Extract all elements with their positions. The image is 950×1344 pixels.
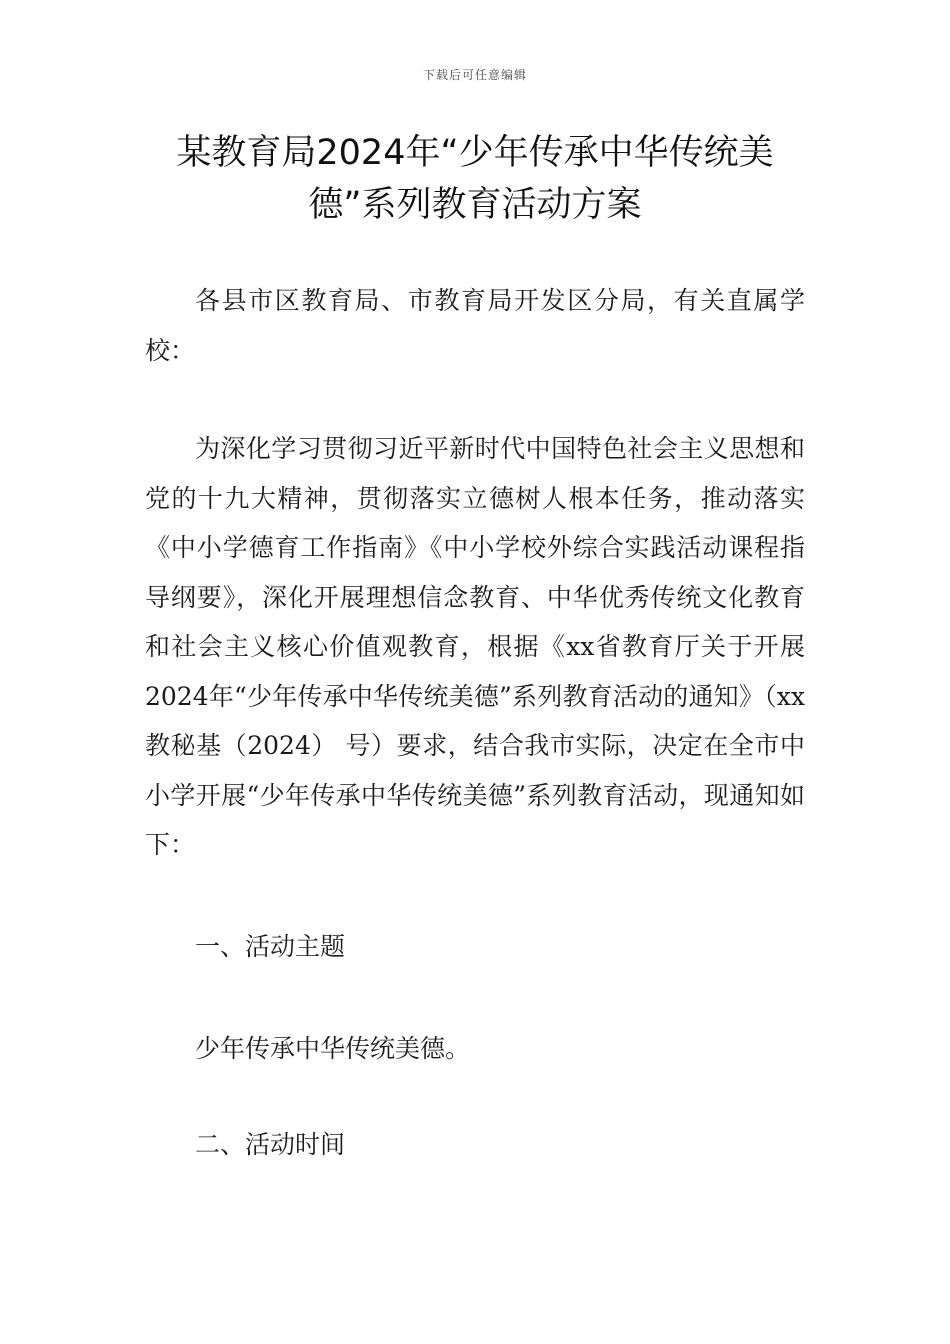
section-1-content: 少年传承中华传统美德。 [195, 1034, 471, 1063]
intro-paragraph: 为深化学习贯彻习近平新时代中国特色社会主义思想和党的十九大精神，贯彻落实立德树人根本任务，推动落实《中小学德育工作指南》《中小学校外综合实践活动课程指导纲要》，深化开展理想信念教育、中华优秀传统文化教育和社会主义核心价值观教育，根据《xx省教育厅关于开展2024年“少年传承中华传统美德”系列教育活动的通知》（xx教秘基（2024） 号）要求，结合我市实际，决定在全市中小学开展“少年传承中华传统美德”系列教育活动，现通知如下： [145, 434, 805, 859]
header-note: 下载后可任意编辑 [422, 68, 527, 82]
salutation: 各县市区教育局、市教育局开发区分局，有关直属学校： [145, 286, 805, 365]
document-title: 某教育局2024年“少年传承中华传统美德”系列教育活动方案 [176, 133, 774, 225]
section-1-heading: 一、活动主题 [195, 932, 346, 961]
section-2-heading: 二、活动时间 [195, 1130, 346, 1159]
